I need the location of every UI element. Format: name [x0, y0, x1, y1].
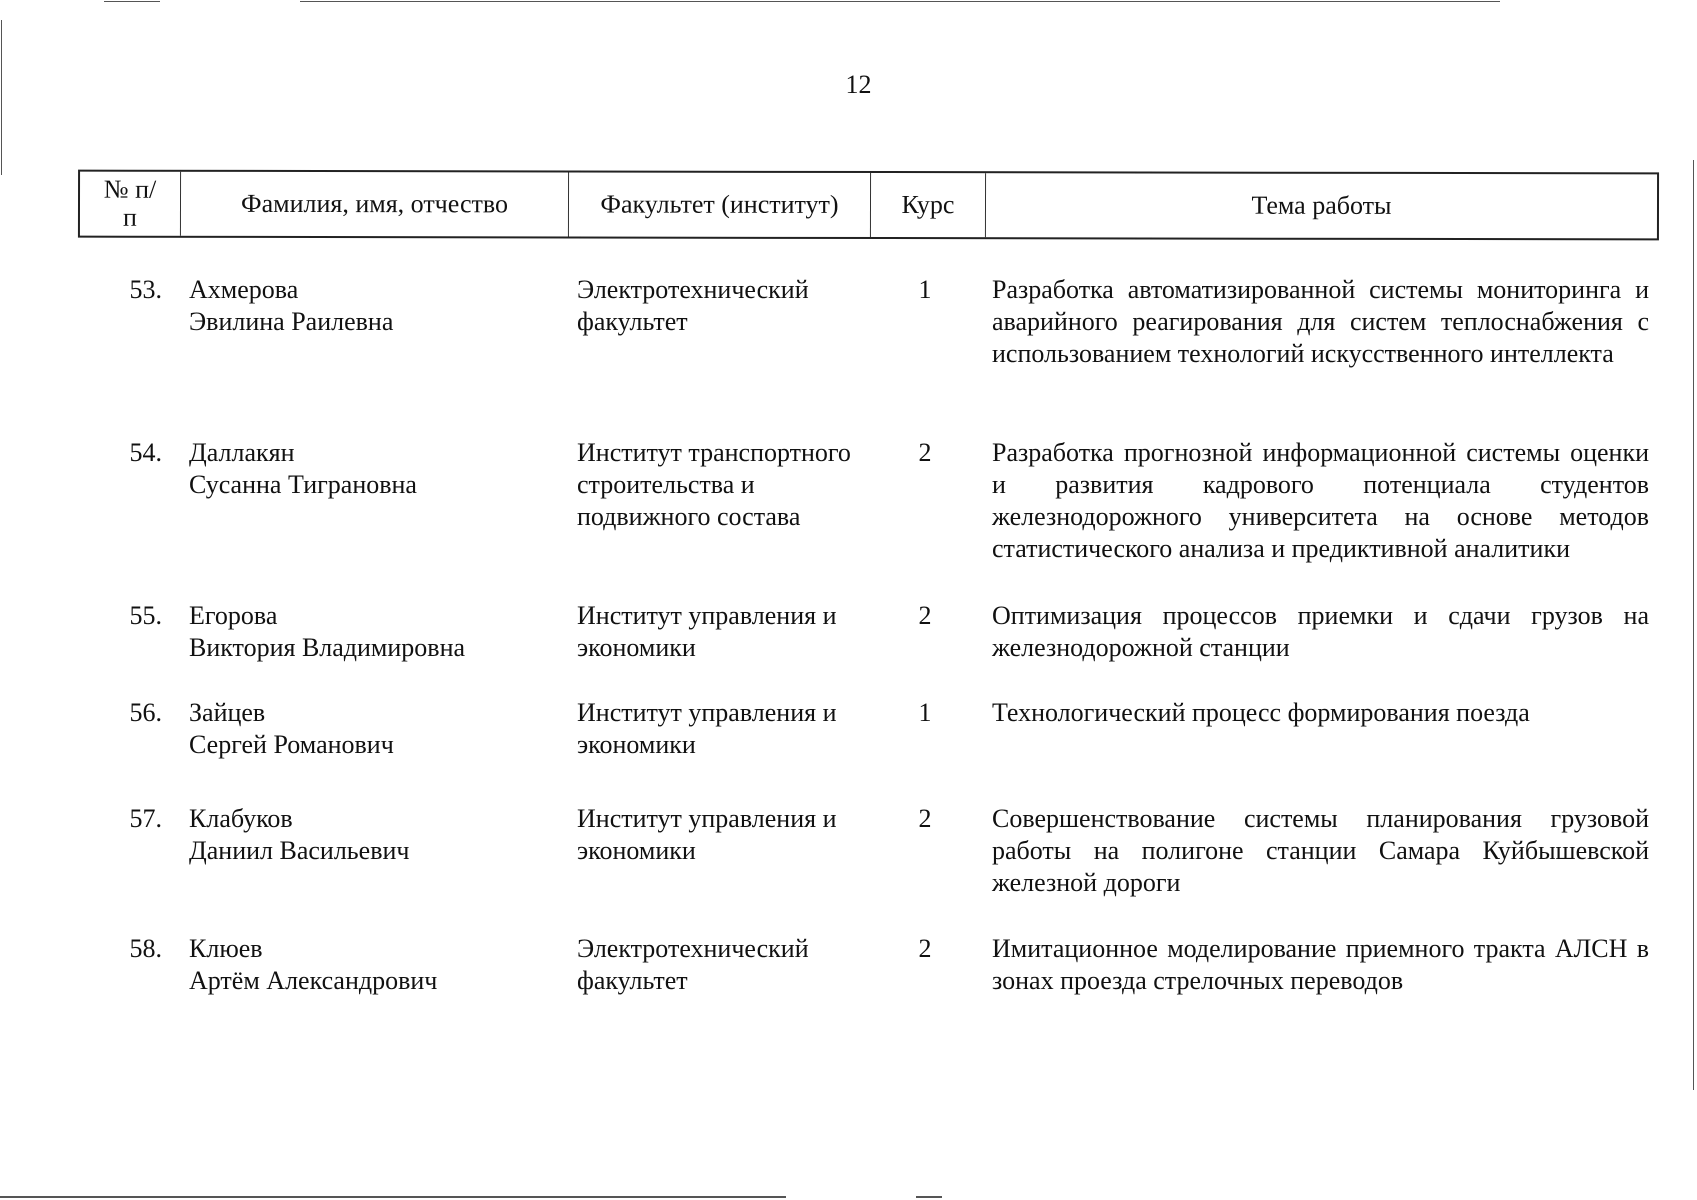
course: 2 [918, 804, 932, 833]
student-given-names: Сусанна Тиграновна [189, 470, 417, 499]
scan-edge-right [1693, 160, 1694, 1090]
student-name [189, 933, 559, 997]
row-number: 55. [129, 601, 162, 630]
student-name [189, 274, 559, 338]
work-topic: Имитационное моделирование приемного тракта АЛСН в зонах проезда стрелочных переводов [992, 934, 1649, 995]
faculty: Электротехнический факультет [577, 934, 809, 995]
faculty: Институт управления и экономики [577, 698, 837, 759]
header-course: Курс [870, 173, 985, 237]
student-surname: Егорова [189, 601, 278, 630]
student-name [189, 697, 559, 761]
header-topic: Тема работы [985, 173, 1657, 238]
work-topic: Разработка автоматизированной системы мониторинга и аварийного реагирования для систем теплоснабжения с использованием технологий искусственного интеллекта [992, 275, 1649, 368]
student-surname: Клабуков [189, 804, 293, 833]
header-faculty: Факультет (институт) [568, 172, 870, 237]
student-name [189, 437, 559, 501]
student-surname: Клюев [189, 934, 263, 963]
student-name [189, 600, 559, 664]
table-header [78, 170, 1659, 241]
scan-edge-bottom [0, 1196, 786, 1198]
student-given-names: Артём Александрович [189, 966, 438, 995]
course: 1 [918, 698, 932, 727]
row-number: 53. [129, 275, 162, 304]
student-given-names: Эвилина Раилевна [189, 307, 394, 336]
course: 1 [918, 275, 932, 304]
course: 2 [918, 934, 932, 963]
row-number: 54. [129, 438, 162, 467]
scan-edge-top [300, 1, 1500, 2]
work-topic: Разработка прогнозной информационной системы оценки и развития кадрового потенциала студентов железнодорожного университета на основе методов статистического анализа и предиктивной аналитики [992, 438, 1649, 563]
header-num: № п/п [103, 174, 157, 232]
work-topic: Оптимизация процессов приемки и сдачи грузов на железнодорожной станции [992, 601, 1649, 662]
student-surname: Зайцев [189, 698, 266, 727]
page-number: 12 [845, 70, 872, 99]
faculty: Электротехнический факультет [577, 275, 809, 336]
faculty: Институт управления и экономики [577, 601, 837, 662]
work-topic: Совершенствование системы планирования грузовой работы на полигоне станции Самара Куйбышевской железной дороги [992, 804, 1649, 897]
student-given-names: Виктория Владимировна [189, 633, 466, 662]
row-number: 58. [129, 934, 162, 963]
student-given-names: Сергей Романович [189, 730, 394, 759]
row-number: 57. [129, 804, 162, 833]
course: 2 [918, 438, 932, 467]
row-number: 56. [129, 698, 162, 727]
work-topic: Технологический процесс формирования поезда [992, 698, 1530, 727]
student-surname: Ахмерова [189, 275, 299, 304]
student-given-names: Даниил Васильевич [189, 836, 410, 865]
student-surname: Даллакян [189, 438, 295, 467]
scan-edge-bottom-dash [916, 1196, 942, 1198]
scan-edge-top-dash [104, 1, 160, 2]
student-name [189, 803, 559, 867]
faculty: Институт транспортного строительства и подвижного состава [577, 438, 851, 531]
course: 2 [918, 601, 932, 630]
header-name: Фамилия, имя, отчество [180, 172, 568, 237]
faculty: Институт управления и экономики [577, 804, 837, 865]
